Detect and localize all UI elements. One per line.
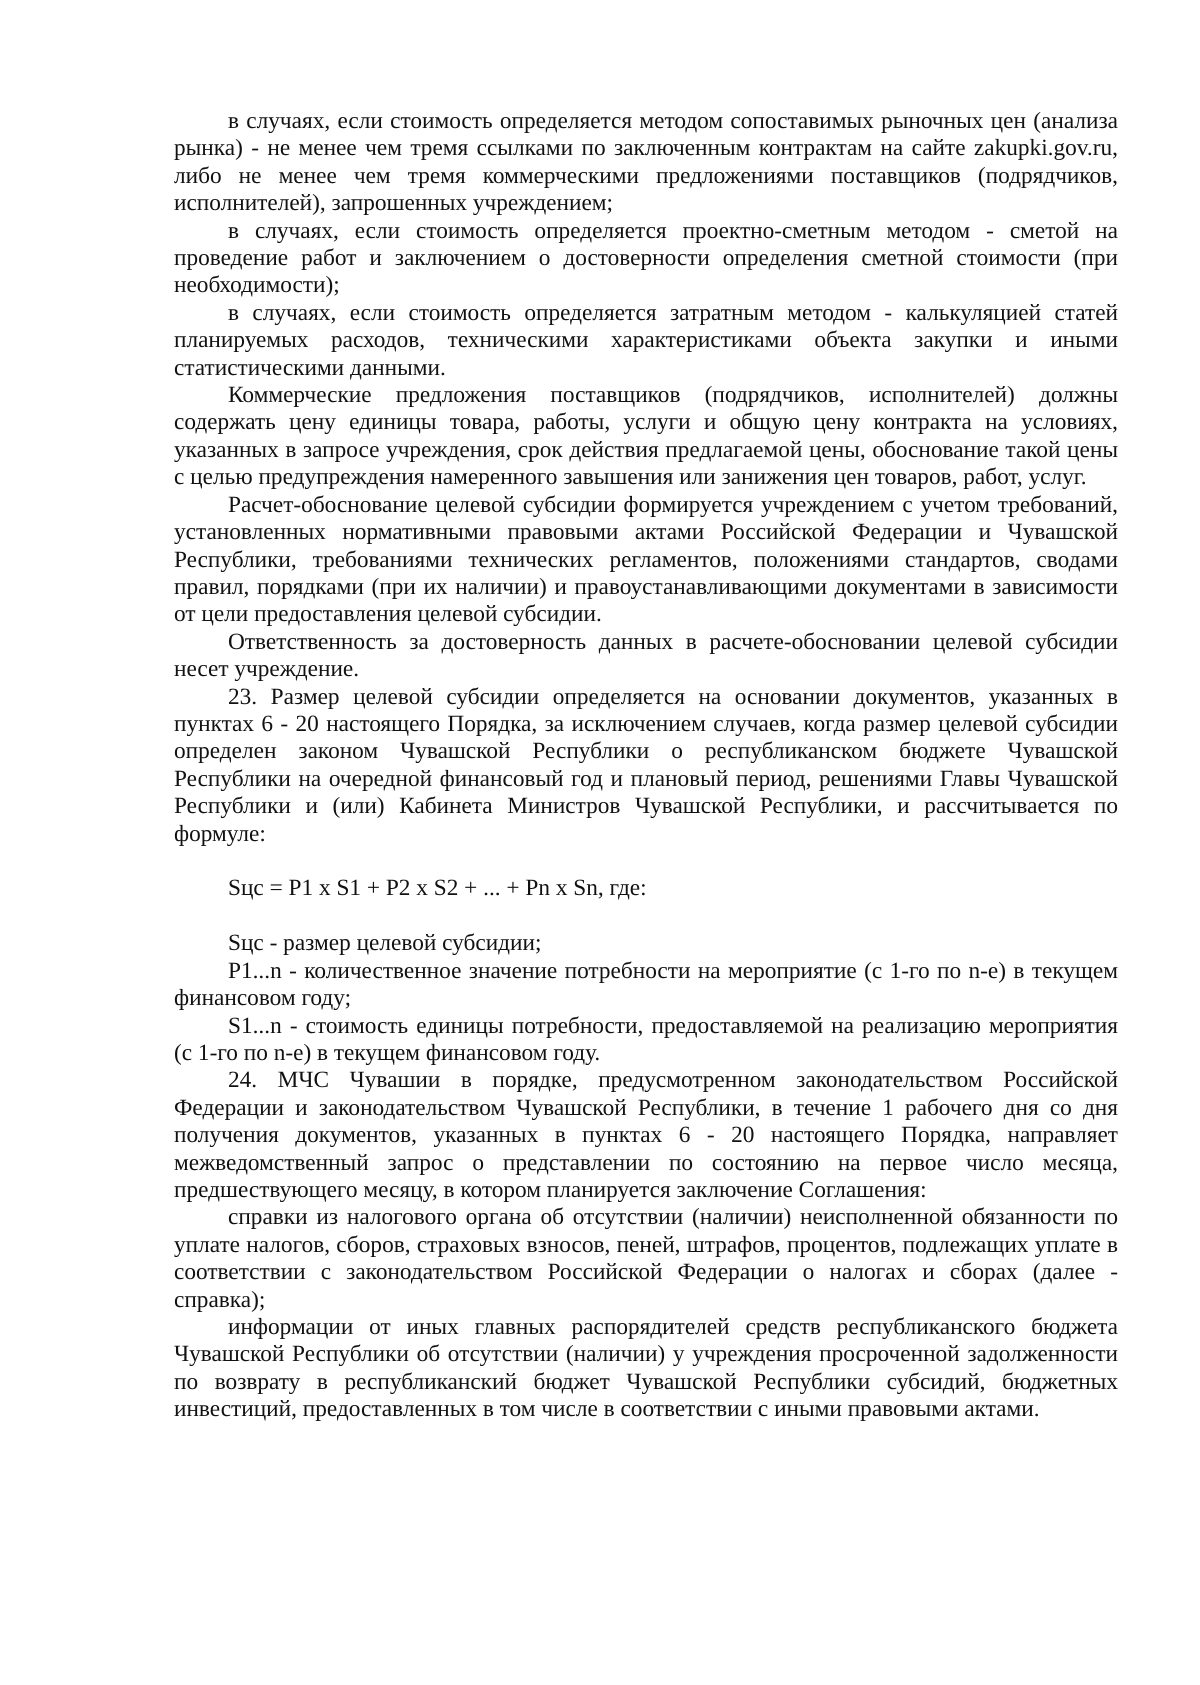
paragraph-commercial-offers: Коммерческие предложения поставщиков (подрядчиков, исполнителей) должны содержать цену единицы товара, работы, услуги и общую цену контракта на условиях, указанных в запросе учреждения, срок действия предлагаемой цены, обоснование такой цены с целью предупреждения намеренного завышения или занижения цен товаров, работ, услуг. (174, 382, 1118, 491)
paragraph-item-23: 23. Размер целевой субсидии определяется на основании документов, указанных в пунктах 6 - 20 настоящего Порядка, за исключением случаев, когда размер целевой субсидии определен законом Чувашской Республики о республиканском бюджете Чувашской Республики на очередной финансовый год и плановый период, решениями Главы Чувашской Республики и (или) Кабинета Министров Чувашской Республики, и рассчитывается по формуле: (174, 683, 1118, 847)
paragraph-tax-certificate: справки из налогового органа об отсутствии (наличии) неисполненной обязанности по уплате налогов, сборов, страховых взносов, пеней, штрафов, процентов, подлежащих уплате в соответствии с законодательством Российской Федерации о налогах и сборах (далее - справка); (174, 1204, 1118, 1313)
paragraph-calculation-justification: Расчет-обоснование целевой субсидии формируется учреждением с учетом требований, установленных нормативными правовыми актами Российской Федерации и Чувашской Республики, требованиями технических регламентов, положениями стандартов, сводами правил, порядками (при их наличии) и правоустанавливающими документами в зависимости от цели предоставления целевой субсидии. (174, 491, 1118, 628)
paragraph-cost-method: в случаях, если стоимость определяется затратным методом - калькуляцией статей планируемых расходов, техническими характеристиками объекта закупки и иными статистическими данными. (174, 299, 1118, 381)
paragraph-design-estimate-method: в случаях, если стоимость определяется проектно-сметным методом - сметой на проведение работ и заключением о достоверности определения сметной стоимости (при необходимости); (174, 217, 1118, 299)
definition-s: Sцс - размер целевой субсидии; (228, 930, 542, 957)
definition-p: P1...n - количественное значение потребности на мероприятие (с 1-го по n-е) в текущем финансовом году; (174, 957, 1118, 1012)
paragraph-debt-information: информации от иных главных распорядителей средств республиканского бюджета Чувашской Республики об отсутствии (наличии) у учреждения просроченной задолженности по возврату в республиканский бюджет Чувашской Республики субсидий, бюджетных инвестиций, предоставленных в том числе в соответствии с иными правовыми актами. (174, 1314, 1118, 1423)
document-page (174, 108, 1118, 1424)
paragraph-item-24: 24. МЧС Чувашии в порядке, предусмотренном законодательством Российской Федерации и законодательством Чувашской Республики, в течение 1 рабочего дня со дня получения документов, указанных в пунктах 6 - 20 настоящего Порядка, направляет межведомственный запрос о представлении по состоянию на первое число месяца, предшествующего месяцу, в котором планируется заключение Соглашения: (174, 1067, 1118, 1204)
subsidy-formula: Sцс = P1 x S1 + P2 x S2 + ... + Pn x Sn, где: (228, 874, 647, 901)
definition-s-unit-cost: S1...n - стоимость единицы потребности, предоставляемой на реализацию мероприятия (с 1-го по n-е) в текущем финансовом году. (174, 1012, 1118, 1066)
paragraph-responsibility: Ответственность за достоверность данных в расчете-обосновании целевой субсидии несет учреждение. (174, 628, 1118, 683)
paragraph-market-price-method: в случаях, если стоимость определяется методом сопоставимых рыночных цен (анализа рынка) - не менее чем тремя ссылками по заключенным контрактам на сайте zakupki.gov.ru, либо не менее чем тремя коммерческими предложениями поставщиков (подрядчиков, исполнителей), запрошенных учреждением; (174, 108, 1118, 217)
